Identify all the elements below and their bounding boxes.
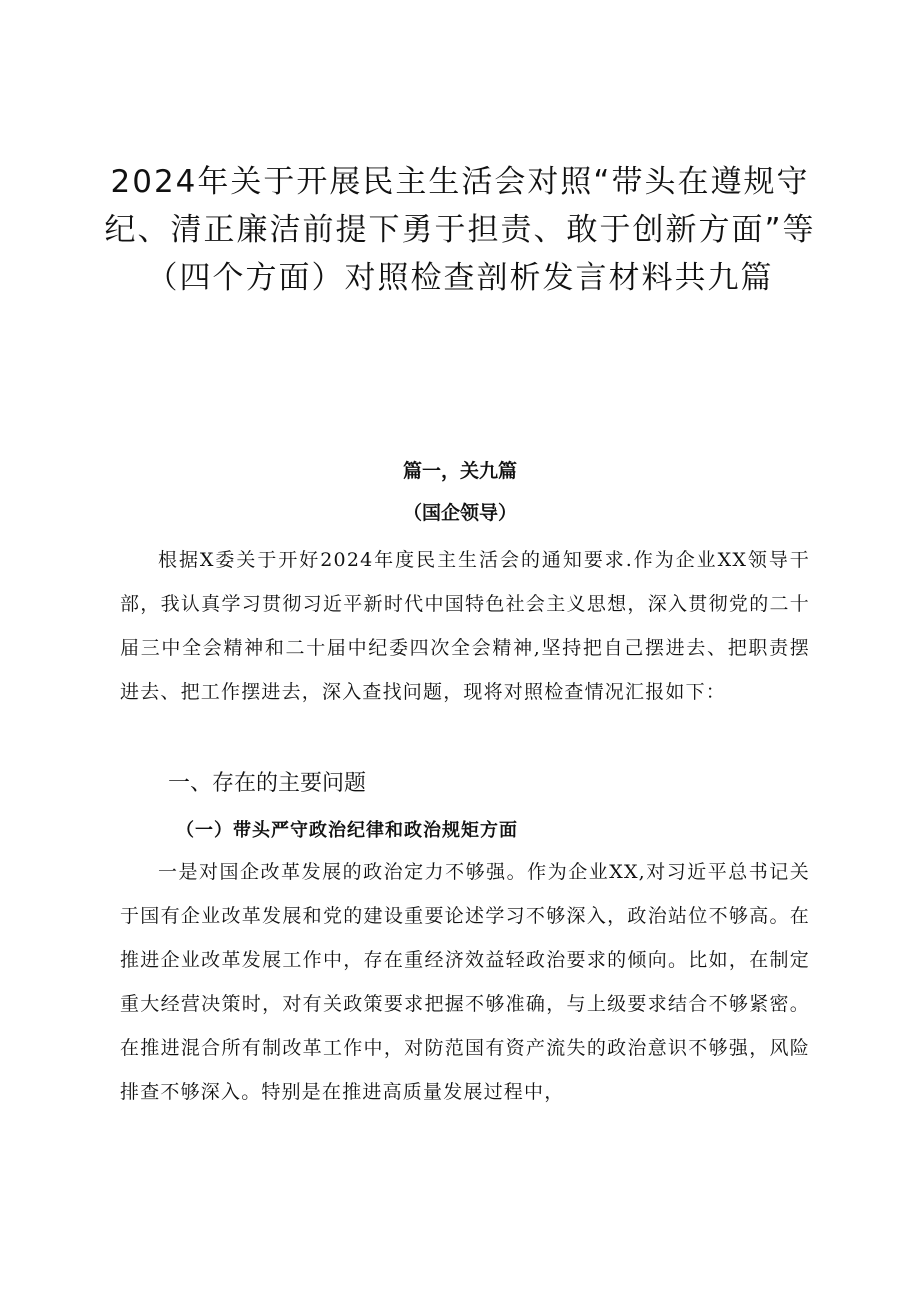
section-title: 篇一，关九篇 [402,460,517,482]
heading-main-problems: 一、存在的主要问题 [168,771,367,796]
document-title: 2024年关于开展民主生活会对照“带头在遵规守纪、清正廉洁前提下勇于担责、敢于创新方面”等（四个方面）对照检查剖析发言材料共九篇 [104,164,816,296]
body-paragraph: 一是对国企改革发展的政治定力不够强。作为企业XX,对习近平总书记关于国有企业改革发展和党的建设重要论述学习不够深入，政治站位不够高。在推进企业改革发展工作中，存在重经济效益轻政治要求的倾向。比如，在制定重大经营决策时，对有关政策要求把握不够准确，与上级要求结合不够紧密。在推进混合所有制改革工作中，对防范国有资产流失的政治意识不够强，风险排查不够深入。特别是在推进高质量发展过程中， [120,861,810,1103]
heading-political-discipline: （一）带头严守政治纪律和政治规矩方面 [176,820,518,841]
intro-paragraph: 根据X委关于开好2024年度民主生活会的通知要求.作为企业XX领导干部，我认真学习贯彻习近平新时代中国特色社会主义思想，深入贯彻党的二十届三中全会精神和二十届中纪委四次全会精神,坚持把自己摆进去、把职责摆进去、把工作摆进去，深入查找问题，现将对照检查情况汇报如下： [120,549,810,703]
section-subtitle: （国企领导） [402,502,517,524]
